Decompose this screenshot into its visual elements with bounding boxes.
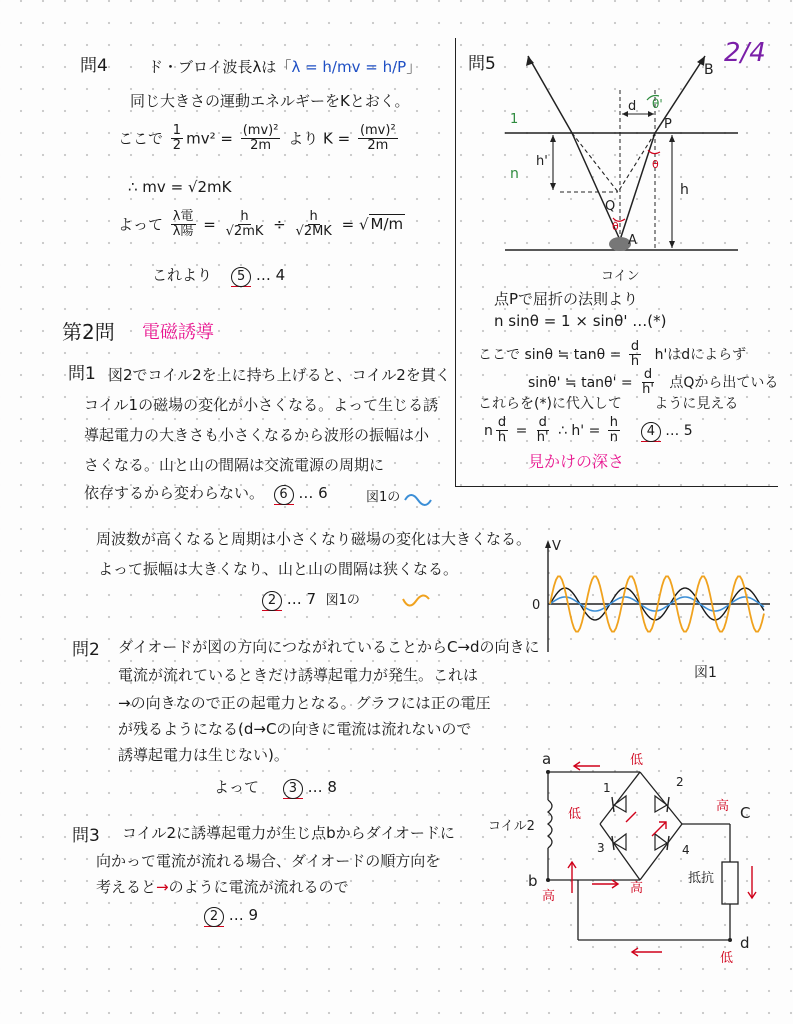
fig1-v-label: V: [552, 539, 561, 554]
q4-line5: よって $\frac{\text{λ電}}{\text{λ陽}}$ = $\frac{h}{√2mK}$ ÷ $\frac{h}{√2MK}$ = √ M/m: [118, 209, 404, 240]
part2-title: 第2問: [62, 320, 115, 344]
label-P: P: [664, 117, 672, 132]
node-c: C: [740, 804, 751, 822]
q4-line4: ∴ mv = √2mK: [128, 178, 232, 196]
label-1: 1: [510, 112, 519, 127]
q3-answer: 2: [204, 907, 224, 927]
q3-line2: 向かって電流が流れる場合、ダイオードの順方向を: [96, 852, 441, 870]
resistor-label: 抵抗: [688, 871, 715, 886]
label-Q: Q: [605, 199, 616, 214]
q4-line3: ここで $\frac{1}{2}$ mv² = $\frac{\text{(mv)²}}{2m}$ より K = $\frac{\text{(mv)²}}{2m}$: [118, 123, 396, 154]
q1-line2: コイル1の磁場の変化が小さくなる。よって生じる誘: [84, 396, 439, 414]
label-theta-red: θ: [652, 158, 659, 171]
high-label-2: 高: [630, 881, 644, 896]
label-A: A: [628, 233, 637, 248]
fig1-zero-label: 0: [532, 598, 541, 613]
q5-line3: ここで sinθ ≒ tanθ = $\frac{d}{h}$ h'はdによらず: [478, 339, 747, 370]
q1-line1: 図2でコイル2を上に持ち上げると、コイル2を貫く: [108, 366, 451, 384]
label-d: d: [628, 99, 637, 114]
coil2-label: コイル2: [488, 819, 535, 834]
page-number: 2/4: [724, 38, 766, 68]
q5-footer: 見かけの深さ: [528, 452, 625, 471]
q1-label: 問1: [68, 364, 96, 384]
q5-line1: 点Pで屈折の法則より: [494, 290, 639, 308]
q2-label: 問2: [72, 640, 100, 660]
q1-line3: 導起電力の大きさも小さくなるから波形の振幅は小: [84, 426, 430, 444]
q1b-answer: 2: [262, 591, 282, 611]
q5-line6: n $\frac{d}{h}$ = $\frac{d}{h'}$ ∴ h' = $\frac{h}{n}$ 4 … 5: [484, 415, 693, 446]
q4-line6: これより 5 … 4: [152, 266, 285, 287]
label-theta-prime: θ': [652, 97, 663, 111]
diode-3-label: 3: [597, 841, 605, 855]
q1-line4: さくなる。山と山の間隔は交流電源の周期に: [84, 456, 385, 474]
q5-answer: 4: [641, 422, 661, 442]
q1b-line1: 周波数が高くなると周期は小さくなり磁場の変化は大きくなる。: [96, 530, 532, 548]
label-h-prime: h': [536, 154, 548, 169]
q1b-line3: 2 … 7 図1の: [262, 590, 360, 611]
low-label-2: 低: [568, 807, 582, 822]
q4-line2: 同じ大きさの運動エネルギーをKとおく。: [130, 92, 410, 110]
low-label-1: 低: [630, 753, 644, 768]
debroglie-formula: λ = h/mv = h/P: [291, 58, 407, 76]
q5-label: 問5: [468, 54, 496, 74]
q5-line4: sinθ' ≒ tanθ' = $\frac{d}{h'}$ 点Qから出ている: [528, 367, 779, 398]
q2-line6: よって 3 … 8: [214, 778, 337, 799]
node-b: b: [528, 872, 538, 890]
q4-line1: ド・ブロイ波長λは「λ = h/mv = h/P」: [148, 58, 422, 76]
node-d: d: [740, 934, 750, 952]
fig1-caption: 図1: [694, 665, 717, 681]
q3-label: 問3: [72, 826, 100, 846]
label-h: h: [680, 182, 689, 198]
diode-2-label: 2: [676, 775, 684, 789]
diode-4-label: 4: [682, 843, 690, 857]
q1-line5: 依存するから変わらない。 6 … 6: [84, 484, 328, 505]
label-B: B: [704, 62, 714, 78]
diode-1-label: 1: [603, 781, 611, 795]
label-n: n: [510, 166, 519, 182]
q5-line5: これらを(*)に代入して ように見える: [478, 396, 739, 412]
q2-line4: が残るようになる(d→Cの向きに電流は流れないので: [118, 720, 472, 738]
q1b-line2: よって振幅は大きくなり、山と山の間隔は狭くなる。: [98, 560, 459, 578]
high-label-3: 高: [716, 799, 730, 814]
q2-line2: 電流が流れているときだけ誘導起電力が発生。これは: [118, 666, 479, 684]
q3-line4: 2 … 9: [204, 906, 258, 927]
q1-fig-ref: 図1の: [366, 490, 401, 505]
q2-answer: 3: [283, 779, 303, 799]
part2-subtitle: 電磁誘導: [142, 322, 214, 343]
q2-line3: →の向きなので正の起電力となる。グラフには正の電圧: [118, 694, 491, 712]
q2-line5: 誘導起電力は生じない)。: [118, 746, 289, 764]
q4-label: 問4: [80, 56, 108, 76]
q4-answer: 5: [231, 267, 251, 287]
q5-line2: n sinθ = 1 × sinθ' …(*): [494, 312, 667, 330]
q3-line3: 考えると→のように電流が流れるので: [96, 878, 349, 896]
q3-line1: コイル2に誘導起電力が生じ点bからダイオードに: [122, 824, 455, 842]
low-label-3: 低: [720, 951, 734, 966]
q2-line1: ダイオードが図の方向につながれていることからC→dの向きに: [118, 638, 540, 656]
q1-answer: 6: [274, 485, 294, 505]
red-arrow-icon: →: [156, 878, 169, 896]
label-theta: θ: [612, 220, 619, 233]
label-coin: コイン: [601, 269, 640, 284]
high-label-1: 高: [542, 889, 556, 904]
node-a: a: [542, 750, 552, 768]
